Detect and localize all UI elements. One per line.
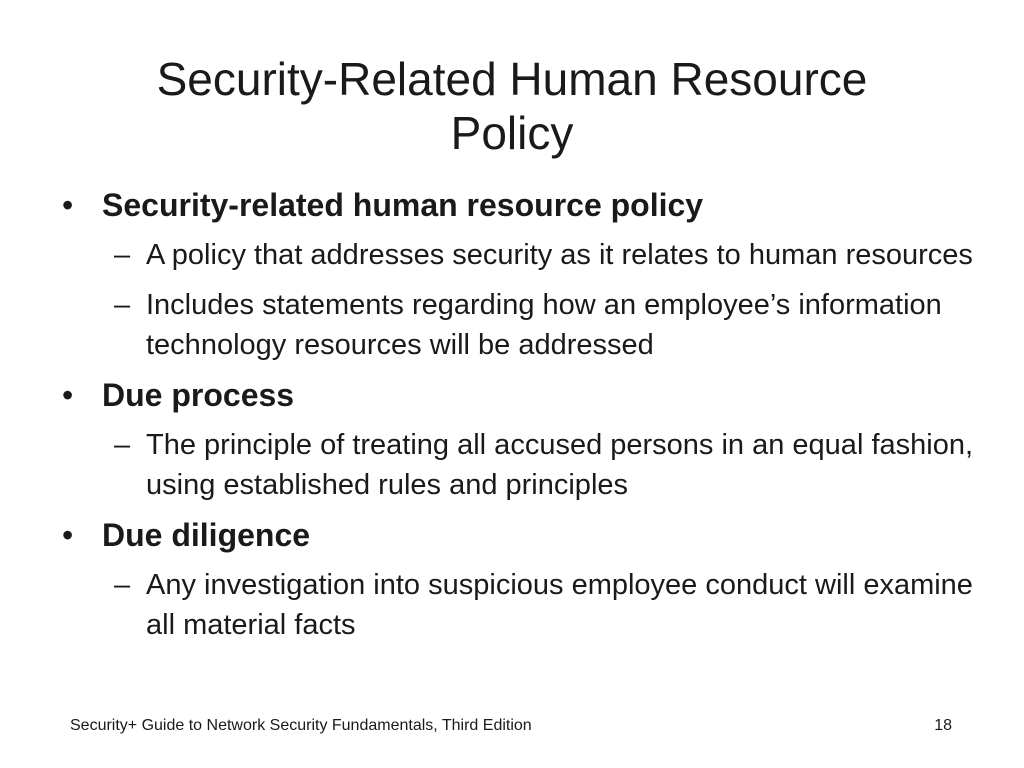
slide-content xyxy=(60,185,980,655)
title-line-2: Policy xyxy=(450,107,574,159)
bullet-item xyxy=(60,185,980,225)
footer-book-title: Security+ Guide to Network Security Fundamentals, Third Edition xyxy=(70,717,532,734)
sub-bullet-item xyxy=(60,235,980,275)
page-number: 18 xyxy=(934,717,952,734)
bullet-heading: Due diligence xyxy=(102,517,311,553)
sub-bullet-text: A policy that addresses security as it relates to human resources xyxy=(146,239,973,271)
bullet-heading: Due process xyxy=(102,377,295,413)
sub-bullet-text: Includes statements regarding how an employee’s information technology resources will be addressed xyxy=(146,289,942,361)
sub-bullet-text: The principle of treating all accused persons in an equal fashion, using established rules and principles xyxy=(146,429,974,501)
slide-title xyxy=(60,52,964,160)
bullet-item xyxy=(60,375,980,415)
dash-marker: – xyxy=(114,429,131,461)
bullet-marker: • xyxy=(62,517,74,553)
bullet-marker: • xyxy=(62,187,74,223)
dash-marker: – xyxy=(114,239,131,271)
bullet-marker: • xyxy=(62,377,74,413)
sub-bullet-item xyxy=(60,565,980,645)
dash-marker: – xyxy=(114,569,131,601)
dash-marker: – xyxy=(114,289,131,321)
sub-bullet-item xyxy=(60,425,980,505)
title-line-1: Security-Related Human Resource xyxy=(156,53,868,105)
sub-bullet-text: Any investigation into suspicious employee conduct will examine all material facts xyxy=(146,569,973,641)
sub-bullet-item xyxy=(60,285,980,365)
bullet-item xyxy=(60,515,980,555)
bullet-heading: Security-related human resource policy xyxy=(102,187,704,223)
